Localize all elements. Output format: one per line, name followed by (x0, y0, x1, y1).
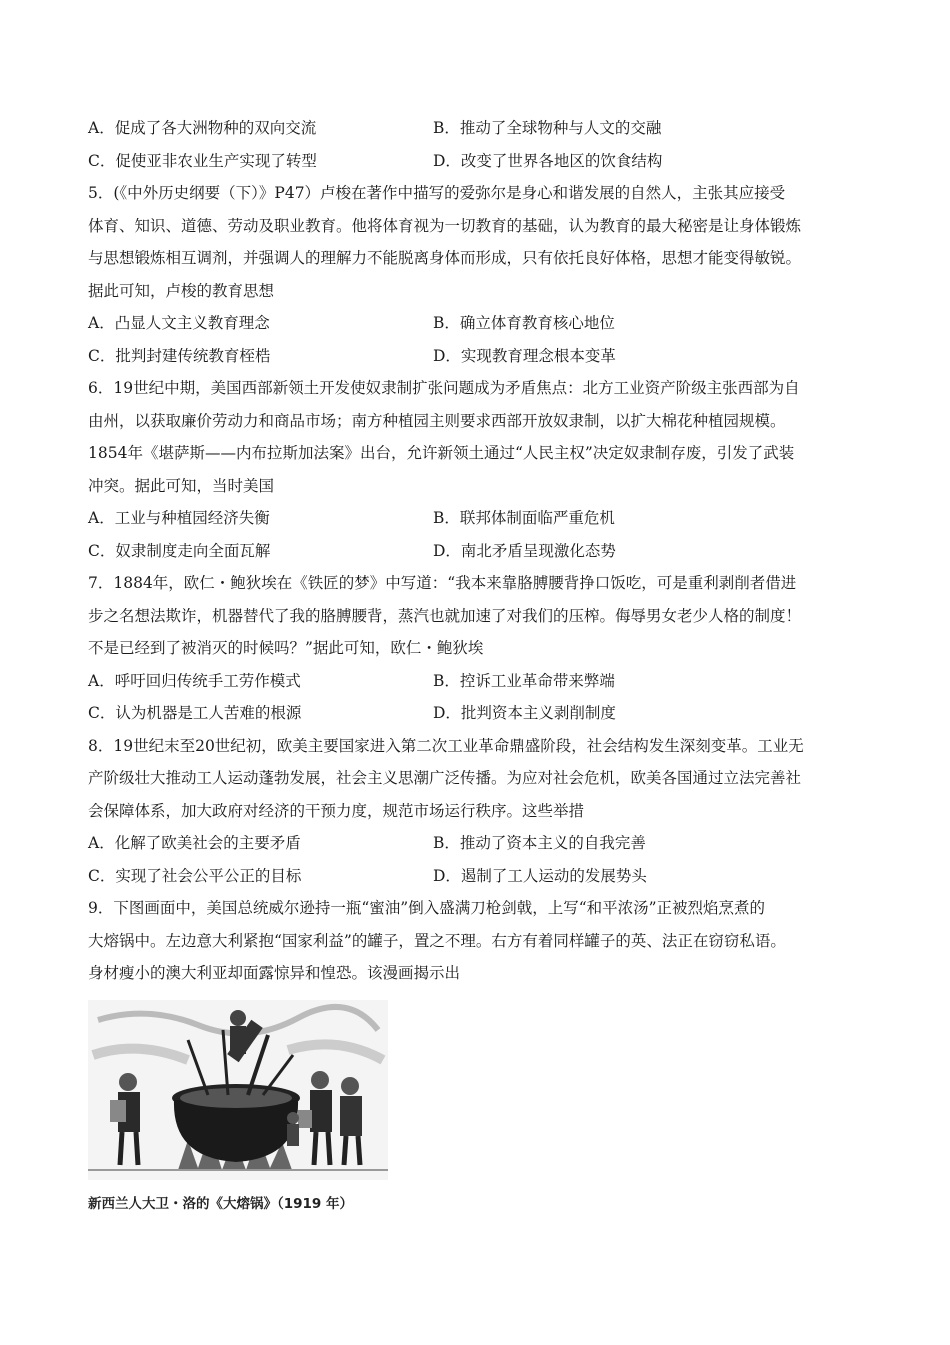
q8-option-a: A．化解了欧美社会的主要矛盾 (88, 834, 301, 852)
q6-stem-line: 1854年《堪萨斯——内布拉斯加法案》出台，允许新领土通过“人民主权”决定奴隶制存废，引发了武装 (88, 444, 795, 462)
q5-stem-line: 5．(《中外历史纲要（下）》P47）卢梭在著作中描写的爱弥尔是身心和谐发展的自然人，主张其应接受 (88, 184, 786, 202)
q7-option-d: D．批判资本主义剥削制度 (433, 704, 616, 722)
q5-options-row (88, 340, 878, 373)
q8-option-b: B．推动了资本主义的自我完善 (433, 834, 646, 852)
q7-stem-line: 步之名想法欺诈，机器替代了我的胳膊腰背，蒸汽也就加速了对我们的压榨。侮辱男女老少人格的制度！ (88, 606, 802, 625)
q5-stem-line: 据此可知，卢梭的教育思想 (88, 281, 275, 300)
q7-stem-line: 7．1884年，欧仁・鲍狄埃在《铁匠的梦》中写道：“我本来靠胳膊腰背挣口饭吃，可是重利剥削者借进 (88, 574, 797, 592)
exam-page (88, 112, 878, 990)
q5-option-d: D．实现教育理念根本变革 (433, 346, 616, 365)
q8-stem-line: 产阶级壮大推动工人运动蓬勃发展，社会主义思潮广泛传播。为应对社会危机，欧美各国通过立法完善社 (88, 769, 802, 787)
q4-option-a: A．促成了各大洲物种的双向交流 (88, 119, 317, 137)
melting-pot-cartoon (88, 1000, 388, 1180)
q9-stem-line: 身材瘦小的澳大利亚却面露惊异和惶恐。该漫画揭示出 (88, 964, 461, 982)
q7-option-a: A．呼吁回归传统手工劳作模式 (88, 671, 301, 690)
q6-stem-line: 冲突。据此可知，当时美国 (88, 476, 275, 495)
q9-stem-line: 大熔锅中。左边意大利紧抱“国家利益”的罐子，置之不理。右方有着同样罐子的英、法正在窃窃私语。 (88, 931, 786, 950)
q6-stem-line: 由州，以获取廉价劳动力和商品市场；南方种植园主则要求西部开放奴隶制，以扩大棉花种植园规模。 (88, 411, 786, 430)
q6-option-d: D．南北矛盾呈现激化态势 (433, 541, 616, 560)
q5-option-a: A．凸显人文主义教育理念 (88, 314, 270, 332)
q6-option-c: C．奴隶制度走向全面瓦解 (88, 541, 271, 560)
q5-options-row (88, 307, 878, 340)
cartoon-caption: 新西兰人大卫・洛的《大熔锅》（1919 年） (88, 1196, 354, 1212)
q5-stem-line: 与思想锻炼相互调剂，并强调人的理解力不能脱离身体而形成，只有依托良好体格，思想才能变得敏锐。 (88, 249, 802, 267)
q8-options-row (88, 827, 878, 860)
q7-stem-line: 不是已经到了被消灭的时候吗？”据此可知，欧仁・鲍狄埃 (88, 639, 484, 657)
q8-option-c: C．实现了社会公平公正的目标 (88, 866, 302, 885)
q6-stem-line: 6．19世纪中期，美国西部新领土开发使奴隶制扩张问题成为矛盾焦点：北方工业资产阶级主张西部为自 (88, 379, 800, 397)
q7-options-row (88, 665, 878, 698)
cartoon-figure (88, 1000, 388, 1212)
q8-stem-line: 会保障体系，加大政府对经济的干预力度，规范市场运行秩序。这些举措 (88, 801, 585, 820)
q8-stem-line: 8．19世纪末至20世纪初，欧美主要国家进入第二次工业革命鼎盛阶段，社会结构发生深刻变革。工业无 (88, 736, 804, 755)
q4-option-d: D．改变了世界各地区的饮食结构 (433, 151, 663, 170)
q4-option-c: C．促使亚非农业生产实现了转型 (88, 151, 317, 170)
q6-option-a: A．工业与种植园经济失衡 (88, 509, 270, 527)
q4-option-b: B．推动了全球物种与人文的交融 (433, 119, 662, 137)
q6-options-row (88, 502, 878, 535)
q6-option-b: B．联邦体制面临严重危机 (433, 509, 615, 527)
q6-options-row (88, 535, 878, 568)
q4-options-row (88, 112, 878, 145)
q5-stem-line: 体育、知识、道德、劳动及职业教育。他将体育视为一切教育的基础，认为教育的最大秘密是让身体锻炼 (88, 216, 802, 235)
q8-option-d: D．遏制了工人运动的发展势头 (433, 866, 647, 885)
q9-stem-line: 9．下图画面中，美国总统威尔逊持一瓶“蜜油”倒入盛满刀枪剑戟，上写“和平浓汤”正被烈焰烹煮的 (88, 899, 766, 917)
q5-option-c: C．批判封建传统教育桎梏 (88, 346, 271, 365)
q7-option-b: B．控诉工业革命带来弊端 (433, 671, 615, 690)
q7-options-row (88, 697, 878, 730)
q8-options-row (88, 860, 878, 893)
q7-option-c: C．认为机器是工人苦难的根源 (88, 704, 302, 722)
q5-option-b: B．确立体育教育核心地位 (433, 314, 615, 332)
q4-options-row (88, 145, 878, 178)
